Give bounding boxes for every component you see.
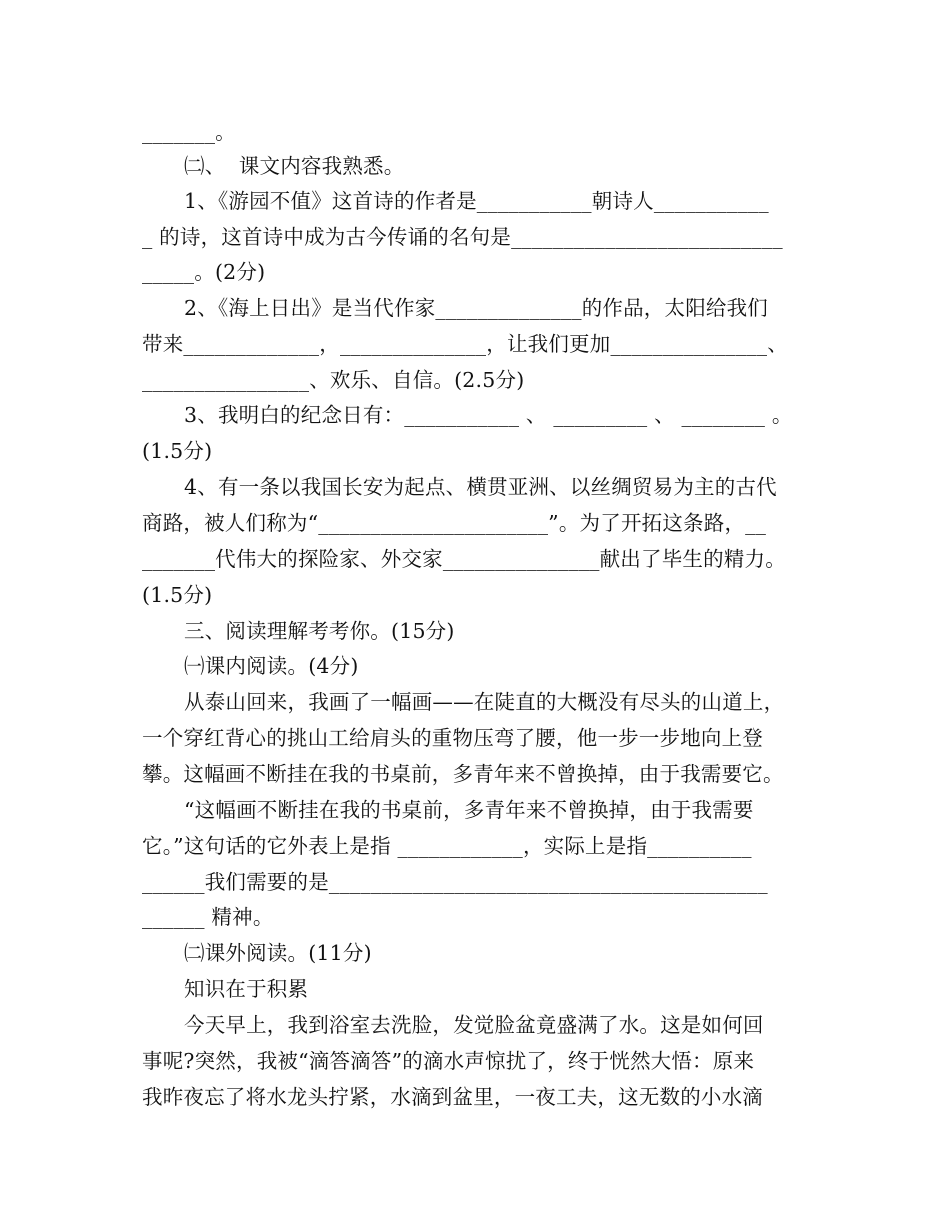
reading-question-line-2: 它。”这句话的它外表上是指 ____________，实际上是指__________ <box>142 834 752 858</box>
passage-title: 知识在于积累 <box>184 977 309 1001</box>
question-2-line-3: ________________、欢乐、自信。(2.5分) <box>142 368 525 392</box>
question-2-line-1: 2、《海上日出》是当代作家______________的作品，太阳给我们 <box>184 296 768 320</box>
reading-question-line-4: ______ 精神。 <box>142 905 274 929</box>
question-4-score: (1.5分) <box>142 583 213 607</box>
section-heading-3: 三、阅读理解考考你。(15分) <box>184 619 455 643</box>
question-1-line-2: _ 的诗，这首诗中成为古今传诵的名句是__________________________ <box>142 225 783 249</box>
subsection-heading-2: ㈡课外阅读。(11分) <box>184 941 372 965</box>
question-4-line-3: _______代伟大的探险家、外交家_______________献出了毕生的精力。 <box>142 547 786 571</box>
question-1-line-3: _____。(2分) <box>142 260 266 284</box>
text-line-1: _______。 <box>142 120 236 144</box>
question-4-line-1: 4、有一条以我国长安为起点、横贯亚洲、以丝绸贸易为主的古代 <box>184 475 777 499</box>
section-heading-2: ㈡、 课文内容我熟悉。 <box>184 154 405 178</box>
extracurricular-passage-line-1: 今天早上，我到浴室去洗脸，发觉脸盆竟盛满了水。这是如何回 <box>184 1013 764 1037</box>
extracurricular-passage-line-3: 我昨夜忘了将水龙头拧紧，水滴到盆里，一夜工夫，这无数的小水滴 <box>142 1085 763 1109</box>
question-1-line-1: 1、《游园不值》这首诗的作者是___________朝诗人___________ <box>184 189 769 213</box>
question-3-line-1: 3、我明白的纪念日有：___________ 、 _________ 、 ________ 。 <box>184 403 793 427</box>
reading-question-line-3: ______我们需要的是__________________________________________ <box>142 870 768 894</box>
question-4-line-2: 商路，被人们称为“______________________”。为了开拓这条路，__ <box>142 511 767 535</box>
reading-question-line-1: “这幅画不断挂在我的书桌前，多青年来不曾换掉，由于我需要 <box>184 798 754 822</box>
reading-passage-line-1: 从泰山回来，我画了一幅画——在陡直的大概没有尽头的山道上， <box>184 690 785 714</box>
question-3-score: (1.5分) <box>142 439 213 463</box>
question-2-line-2: 带来_____________，______________，让我们更加_______________、 <box>142 332 788 356</box>
reading-passage-line-2: 一个穿红背心的挑山工给肩头的重物压弯了腰，他一步一步地向上登 <box>142 726 763 750</box>
subsection-heading-1: ㈠课内阅读。(4分) <box>184 654 359 678</box>
extracurricular-passage-line-2: 事呢?突然，我被“滴答滴答”的滴水声惊扰了，终于恍然大悟：原来 <box>142 1049 755 1073</box>
reading-passage-line-3: 攀。这幅画不断挂在我的书桌前，多青年来不曾换掉，由于我需要它。 <box>142 762 784 786</box>
